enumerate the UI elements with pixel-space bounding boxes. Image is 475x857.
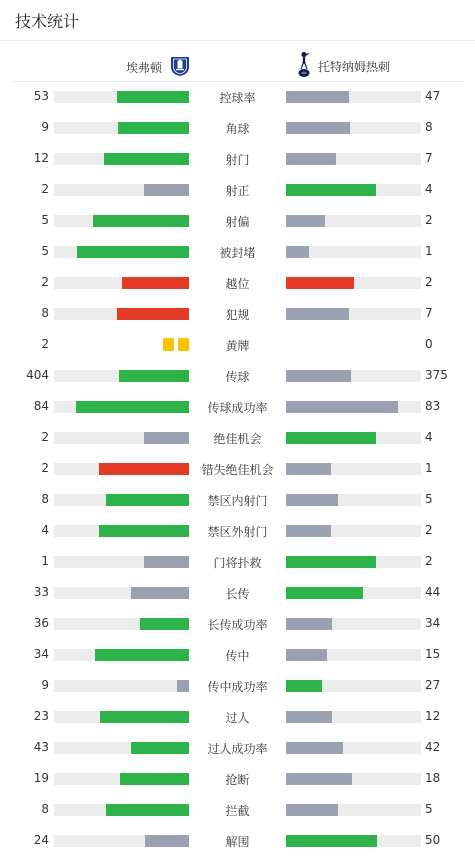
home-bar-fill — [93, 215, 189, 227]
home-bar-track — [54, 463, 189, 475]
stat-row — [0, 268, 475, 299]
away-bar-track — [286, 184, 421, 196]
home-bar-fill — [100, 711, 189, 723]
stat-label: 射门 — [225, 153, 250, 167]
away-bar-fill — [286, 401, 398, 413]
stat-row — [0, 516, 475, 547]
tottenham-crest-icon — [296, 50, 312, 82]
home-bar-fill — [106, 494, 189, 506]
stat-row — [0, 206, 475, 237]
away-value: 5 — [425, 802, 433, 816]
stat-label: 长传 — [225, 587, 250, 601]
away-value: 7 — [425, 306, 433, 320]
stat-label: 门将扑救 — [213, 556, 262, 570]
away-bar-track — [286, 525, 421, 537]
stat-row — [0, 113, 475, 144]
stat-row — [0, 609, 475, 640]
away-value: 4 — [425, 430, 433, 444]
home-bar-fill — [122, 277, 190, 289]
away-bar-track — [286, 215, 421, 227]
stat-label: 传球成功率 — [207, 401, 268, 415]
home-value: 2 — [41, 275, 49, 289]
home-bar-track — [54, 153, 189, 165]
stat-label: 射正 — [225, 184, 250, 198]
home-bar-fill — [118, 122, 189, 134]
stat-row — [0, 82, 475, 113]
stat-row — [0, 330, 475, 361]
home-value: 2 — [41, 337, 49, 351]
home-bar-track — [54, 587, 189, 599]
home-team[interactable] — [126, 53, 192, 81]
yellow-card-icon — [178, 338, 189, 351]
home-bar-track — [54, 618, 189, 630]
home-value: 2 — [41, 182, 49, 196]
home-bar-fill — [76, 401, 189, 413]
away-bar-fill — [286, 246, 309, 258]
away-value: 50 — [425, 833, 441, 847]
away-value: 1 — [425, 244, 433, 258]
away-bar-fill — [286, 184, 376, 196]
away-value: 2 — [425, 523, 433, 537]
away-value: 8 — [425, 120, 433, 134]
stat-row — [0, 671, 475, 702]
home-value: 24 — [33, 833, 49, 847]
away-value: 5 — [425, 492, 433, 506]
stat-row — [0, 144, 475, 175]
home-bar-fill — [106, 804, 189, 816]
stat-row — [0, 702, 475, 733]
stat-row — [0, 361, 475, 392]
home-value: 9 — [41, 120, 49, 134]
home-bar-track — [54, 432, 189, 444]
away-bar-fill — [286, 680, 322, 692]
away-value: 42 — [425, 740, 441, 754]
stat-row — [0, 764, 475, 795]
away-value: 2 — [425, 275, 433, 289]
away-value: 44 — [425, 585, 441, 599]
away-bar-fill — [286, 773, 352, 785]
home-value: 43 — [33, 740, 49, 754]
home-bar-track — [54, 742, 189, 754]
stat-row — [0, 423, 475, 454]
home-value: 36 — [33, 616, 49, 630]
stat-label: 错失绝佳机会 — [201, 463, 274, 477]
home-bar-fill — [120, 773, 189, 785]
away-value: 83 — [425, 399, 441, 413]
away-bar-track — [286, 122, 421, 134]
home-bar-track — [54, 184, 189, 196]
away-team[interactable] — [296, 50, 390, 82]
away-bar-track — [286, 587, 421, 599]
home-bar-track — [54, 246, 189, 258]
away-bar-track — [286, 804, 421, 816]
away-bar-track — [286, 711, 421, 723]
stat-row — [0, 175, 475, 206]
home-bar-track — [54, 277, 189, 289]
home-bar-fill — [99, 463, 189, 475]
away-team-name: 托特纳姆热刺 — [318, 59, 391, 74]
stat-row — [0, 392, 475, 423]
home-bar-fill — [131, 587, 189, 599]
stat-row — [0, 299, 475, 330]
away-bar-fill — [286, 277, 354, 289]
home-value: 9 — [41, 678, 49, 692]
home-value: 34 — [33, 647, 49, 661]
stat-label: 抢断 — [225, 773, 250, 787]
stat-label: 射偏 — [225, 215, 250, 229]
away-bar-fill — [286, 91, 349, 103]
away-bar-track — [286, 401, 421, 413]
home-bar-fill — [117, 308, 189, 320]
away-bar-track — [286, 742, 421, 754]
away-bar-fill — [286, 370, 351, 382]
home-bar-fill — [117, 91, 189, 103]
stat-label: 长传成功率 — [207, 618, 268, 632]
away-bar-track — [286, 153, 421, 165]
home-value: 404 — [26, 368, 49, 382]
home-value: 2 — [41, 461, 49, 475]
away-bar-track — [286, 370, 421, 382]
away-bar-track — [286, 246, 421, 258]
away-value: 47 — [425, 89, 441, 103]
stat-label: 拦截 — [225, 804, 250, 818]
teams-header — [0, 45, 475, 81]
home-value: 1 — [41, 554, 49, 568]
away-bar-track — [286, 680, 421, 692]
everton-crest-icon — [168, 53, 192, 81]
away-bar-fill — [286, 122, 350, 134]
away-bar-track — [286, 835, 421, 847]
away-value: 1 — [425, 461, 433, 475]
away-bar-fill — [286, 153, 336, 165]
home-bar-track — [54, 556, 189, 568]
home-value: 33 — [33, 585, 49, 599]
away-value: 2 — [425, 554, 433, 568]
stat-label: 过人 — [225, 711, 250, 725]
away-bar-fill — [286, 556, 376, 568]
away-bar-track — [286, 277, 421, 289]
stat-label: 禁区外射门 — [207, 525, 268, 539]
away-bar-fill — [286, 711, 332, 723]
home-bar-track — [54, 649, 189, 661]
stat-label: 被封堵 — [219, 246, 256, 260]
home-bar-fill — [177, 680, 189, 692]
home-bar-track — [54, 308, 189, 320]
home-bar-fill — [131, 742, 189, 754]
home-bar-track — [54, 804, 189, 816]
away-bar-track — [286, 91, 421, 103]
home-bar-fill — [104, 153, 189, 165]
stat-label: 角球 — [225, 122, 250, 136]
away-value: 34 — [425, 616, 441, 630]
home-bar-fill — [99, 525, 189, 537]
home-value: 4 — [41, 523, 49, 537]
stat-label: 解围 — [225, 835, 250, 849]
home-value: 8 — [41, 802, 49, 816]
home-value: 12 — [33, 151, 49, 165]
home-value: 5 — [41, 244, 49, 258]
home-value: 84 — [33, 399, 49, 413]
away-bar-fill — [286, 463, 331, 475]
stat-label: 犯规 — [225, 308, 250, 322]
home-bar-fill — [119, 370, 189, 382]
yellow-card-icon — [163, 338, 174, 351]
stat-row — [0, 826, 475, 857]
away-value: 0 — [425, 337, 433, 351]
stat-row — [0, 485, 475, 516]
away-bar-fill — [286, 587, 363, 599]
home-value: 19 — [33, 771, 49, 785]
away-bar-track — [286, 432, 421, 444]
home-bar-track — [54, 835, 189, 847]
home-bar-fill — [95, 649, 189, 661]
away-value: 7 — [425, 151, 433, 165]
stat-row — [0, 547, 475, 578]
stat-label: 越位 — [225, 277, 250, 291]
home-bar-fill — [145, 835, 189, 847]
away-bar-fill — [286, 835, 377, 847]
home-value: 53 — [33, 89, 49, 103]
stat-row — [0, 578, 475, 609]
away-bar-fill — [286, 494, 338, 506]
home-bar-track — [54, 680, 189, 692]
away-bar-fill — [286, 649, 327, 661]
home-bar-track — [54, 711, 189, 723]
home-value: 23 — [33, 709, 49, 723]
away-value: 18 — [425, 771, 441, 785]
home-bar-fill — [144, 184, 189, 196]
home-yellow-cards — [163, 338, 189, 351]
home-bar-track — [54, 494, 189, 506]
stat-row — [0, 237, 475, 268]
home-bar-track — [54, 773, 189, 785]
home-bar-track — [54, 91, 189, 103]
stat-label: 传球 — [225, 370, 250, 384]
home-bar-track — [54, 401, 189, 413]
home-bar-fill — [140, 618, 189, 630]
away-value: 12 — [425, 709, 441, 723]
away-value: 4 — [425, 182, 433, 196]
home-bar-track — [54, 370, 189, 382]
home-value: 5 — [41, 213, 49, 227]
away-bar-fill — [286, 432, 376, 444]
away-bar-fill — [286, 618, 332, 630]
away-value: 27 — [425, 678, 441, 692]
home-value: 8 — [41, 306, 49, 320]
page-title: 技术统计 — [15, 12, 80, 31]
stat-row — [0, 640, 475, 671]
stat-row — [0, 795, 475, 826]
stat-label: 传中 — [225, 649, 250, 663]
stat-label: 传中成功率 — [207, 680, 268, 694]
home-bar-track — [54, 525, 189, 537]
home-value: 2 — [41, 430, 49, 444]
stat-label: 绝佳机会 — [213, 432, 262, 446]
away-bar-fill — [286, 742, 343, 754]
away-bar-track — [286, 773, 421, 785]
stat-label: 控球率 — [219, 91, 256, 105]
away-value: 375 — [425, 368, 448, 382]
stat-row — [0, 454, 475, 485]
home-bar-track — [54, 215, 189, 227]
stat-label: 过人成功率 — [207, 742, 268, 756]
home-team-name: 埃弗顿 — [125, 60, 162, 75]
away-bar-track — [286, 618, 421, 630]
header-divider — [0, 40, 475, 41]
stat-label: 禁区内射门 — [207, 494, 268, 508]
away-value: 2 — [425, 213, 433, 227]
home-bar-fill — [144, 432, 189, 444]
away-bar-track — [286, 556, 421, 568]
stats-table — [0, 82, 475, 857]
stat-row — [0, 733, 475, 764]
away-bar-track — [286, 649, 421, 661]
away-bar-track — [286, 308, 421, 320]
home-bar-fill — [77, 246, 190, 258]
away-bar-fill — [286, 804, 338, 816]
away-bar-fill — [286, 525, 331, 537]
away-bar-track — [286, 494, 421, 506]
home-bar-track — [54, 122, 189, 134]
away-bar-fill — [286, 215, 325, 227]
away-value: 15 — [425, 647, 441, 661]
away-bar-fill — [286, 308, 349, 320]
home-value: 8 — [41, 492, 49, 506]
home-bar-fill — [144, 556, 189, 568]
away-bar-track — [286, 463, 421, 475]
stat-label: 黄牌 — [225, 339, 250, 353]
